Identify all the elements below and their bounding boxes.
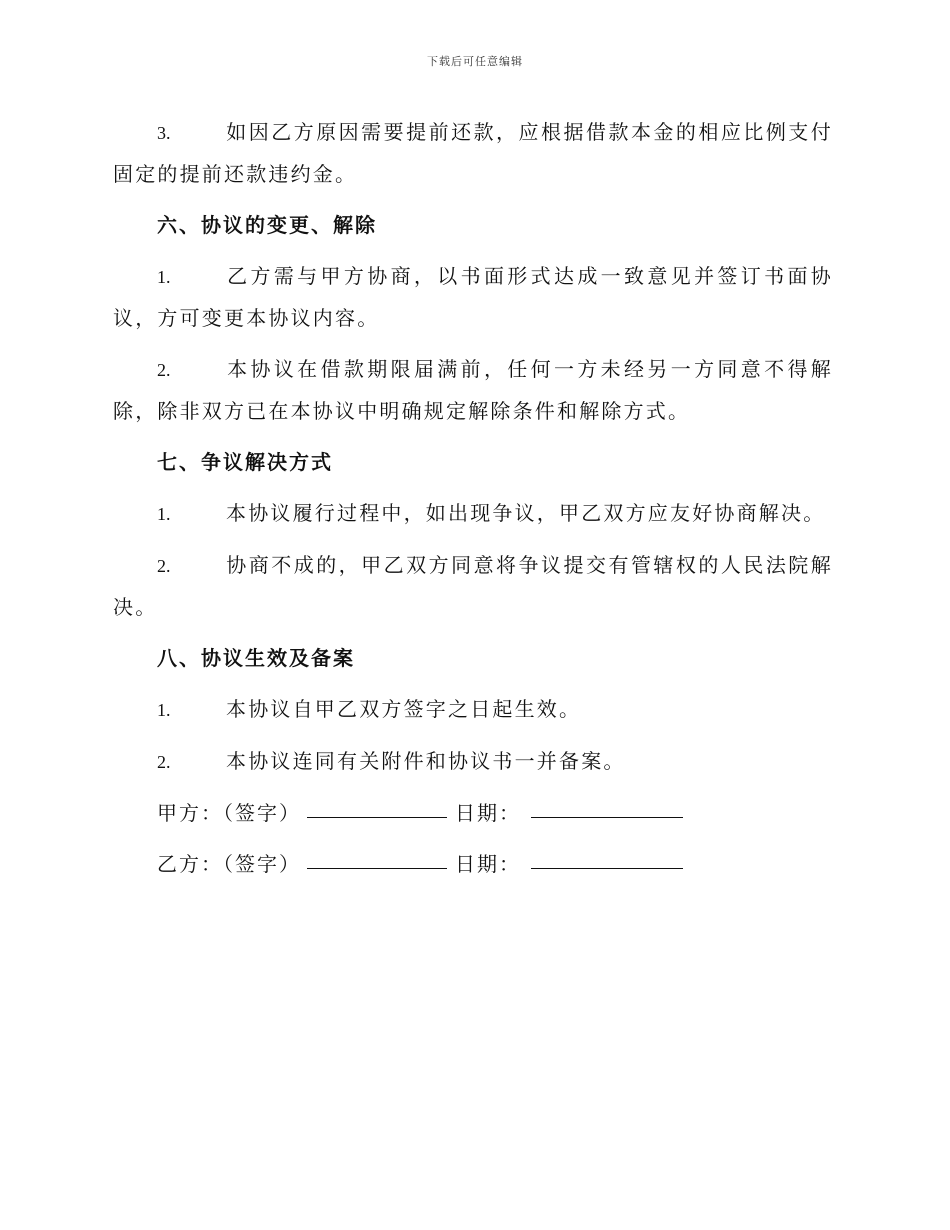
clause-number: 2. [157, 752, 171, 772]
clause-number: 2. [157, 556, 171, 576]
clause-7-2 [113, 545, 833, 628]
clause-number: 2. [157, 360, 171, 380]
clause-8-1 [113, 689, 833, 731]
clause-6-1 [113, 256, 833, 339]
section-7-heading: 七、争议解决方式 [157, 450, 333, 474]
section-6-heading: 六、协议的变更、解除 [157, 213, 377, 237]
date-blank[interactable] [531, 816, 683, 818]
sign-label: （签字） [223, 852, 301, 876]
date-blank[interactable] [531, 867, 683, 869]
clause-text: 乙方需与甲方协商，以书面形式达成一致意见并签订书面协议，方可变更本协议内容。 [113, 264, 833, 330]
clause-8-2 [113, 741, 833, 783]
clause-text: 如因乙方原因需要提前还款，应根据借款本金的相应比例支付固定的提前还款违约金。 [113, 120, 833, 186]
section-8-heading: 八、协议生效及备案 [157, 646, 355, 670]
clause-text: 本协议连同有关附件和协议书一并备案。 [226, 749, 626, 773]
date-label: 日期： [455, 801, 521, 825]
sign-label: （签字） [223, 801, 301, 825]
clause-7-1 [113, 493, 833, 535]
clause-text: 本协议在借款期限届满前，任何一方未经另一方同意不得解除，除非双方已在本协议中明确规定解除条件和解除方式。 [113, 357, 833, 423]
clause-number: 1. [157, 504, 171, 524]
document-body [113, 112, 833, 895]
signature-blank[interactable] [307, 816, 447, 818]
signature-row-party-a [157, 793, 833, 834]
clause-text: 协商不成的，甲乙双方同意将争议提交有管辖权的人民法院解决。 [113, 553, 833, 619]
clause-text: 本协议履行过程中，如出现争议，甲乙双方应友好协商解决。 [226, 501, 826, 525]
page-header: 下载后可任意编辑 [427, 55, 523, 68]
signature-row-party-b [157, 844, 833, 885]
date-label: 日期： [455, 852, 521, 876]
clause-number: 1. [157, 267, 171, 287]
clause-number: 3. [157, 123, 171, 143]
party-label: 乙方： [157, 852, 223, 876]
signature-blank[interactable] [307, 867, 447, 869]
clause-text: 本协议自甲乙双方签字之日起生效。 [226, 697, 582, 721]
clause-5-3 [113, 112, 833, 195]
clause-6-2 [113, 349, 833, 432]
party-label: 甲方： [157, 801, 223, 825]
clause-number: 1. [157, 700, 171, 720]
